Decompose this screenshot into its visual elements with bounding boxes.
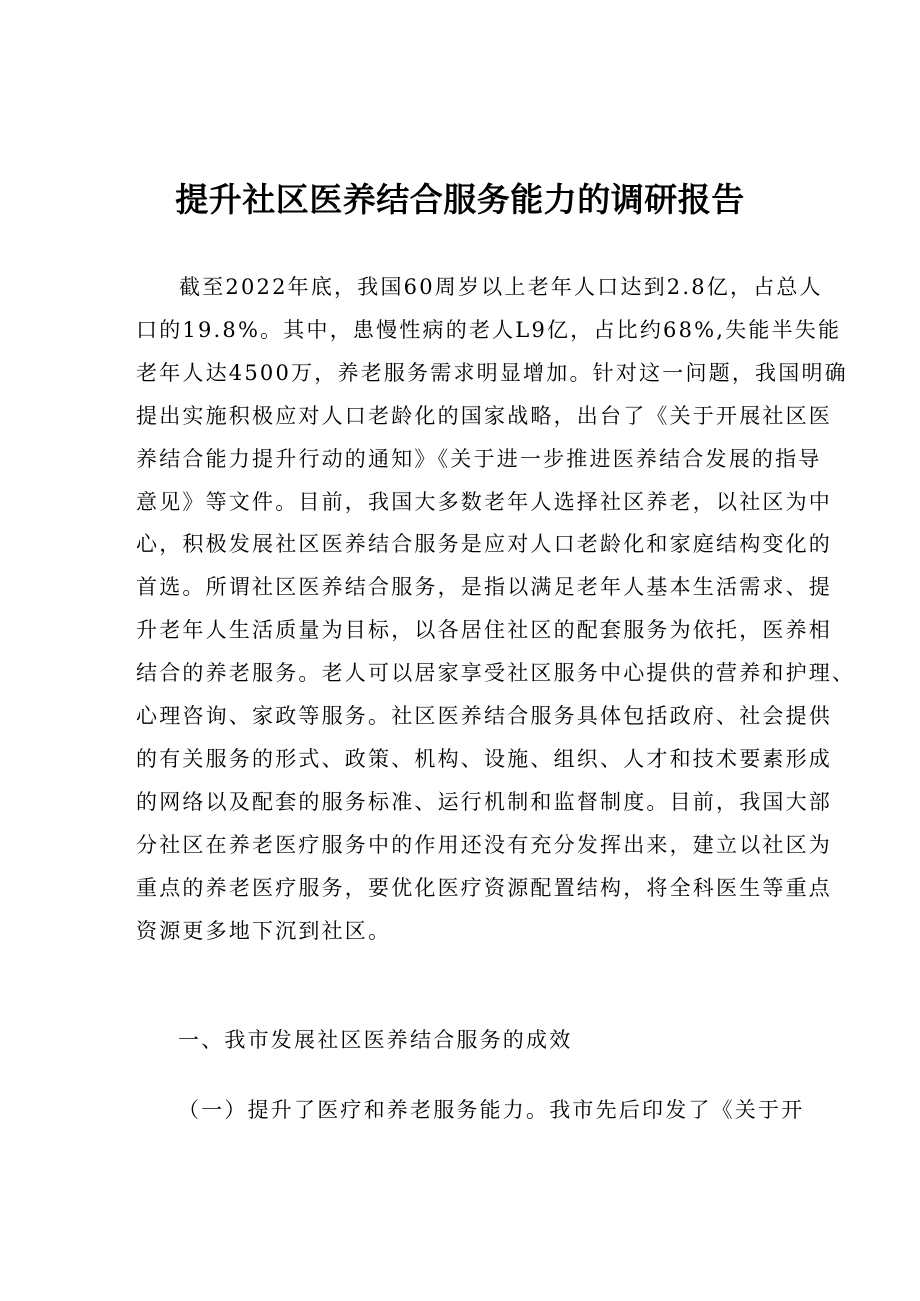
intro-paragraph [136,266,856,953]
paragraph-line: 老年人达4500万，养老服务需求明显增加。针对这一问题，我国明确 [136,360,848,385]
paragraph-line: 结合的养老服务。老人可以居家享受社区服务中心提供的营养和护理、 [136,661,856,686]
paragraph-line: 分社区在养老医疗服务中的作用还没有充分发挥出来，建立以社区为 [136,832,832,857]
paragraph-line: 资源更多地下沉到社区。 [136,918,392,943]
paragraph-line: 养结合能力提升行动的通知》《关于进一步推进医养结合发展的指导 [136,446,822,471]
paragraph-line: 的有关服务的形式、政策、机构、设施、组织、人才和技术要素形成 [136,746,832,771]
paragraph-line: 的网络以及配套的服务标准、运行机制和监督制度。目前，我国大部 [136,789,832,814]
paragraph-line: 意见》等文件。目前，我国大多数老年人选择社区养老，以社区为中 [136,489,832,514]
paragraph-line: 升老年人生活质量为目标，以各居住社区的配套服务为依托，医养相 [136,618,832,643]
subsection-paragraph: （一）提升了医疗和养老服务能力。我市先后印发了《关于开 [178,1098,805,1122]
paragraph-line: 心理咨询、家政等服务。社区医养结合服务具体包括政府、社会提供 [136,704,832,729]
paragraph-line: 首选。所谓社区医养结合服务，是指以满足老年人基本生活需求、提 [136,575,832,600]
paragraph-line: 心，积极发展社区医养结合服务是应对人口老龄化和家庭结构变化的 [136,532,832,557]
paragraph-line: 截至2022年底，我国60周岁以上老年人口达到2.8亿，占总人 [179,275,823,299]
document-title: 提升社区医养结合服务能力的调研报告 [175,180,745,219]
section-heading: 一、我市发展社区医养结合服务的成效 [178,1028,573,1052]
paragraph-line: 重点的养老医疗服务，要优化医疗资源配置结构，将全科医生等重点 [136,875,832,900]
paragraph-line: 口的19.8%。其中，患慢性病的老人L9亿，占比约68%,失能半失能 [136,317,842,342]
paragraph-line: 提出实施积极应对人口老龄化的国家战略，出台了《关于开展社区医 [136,403,832,428]
